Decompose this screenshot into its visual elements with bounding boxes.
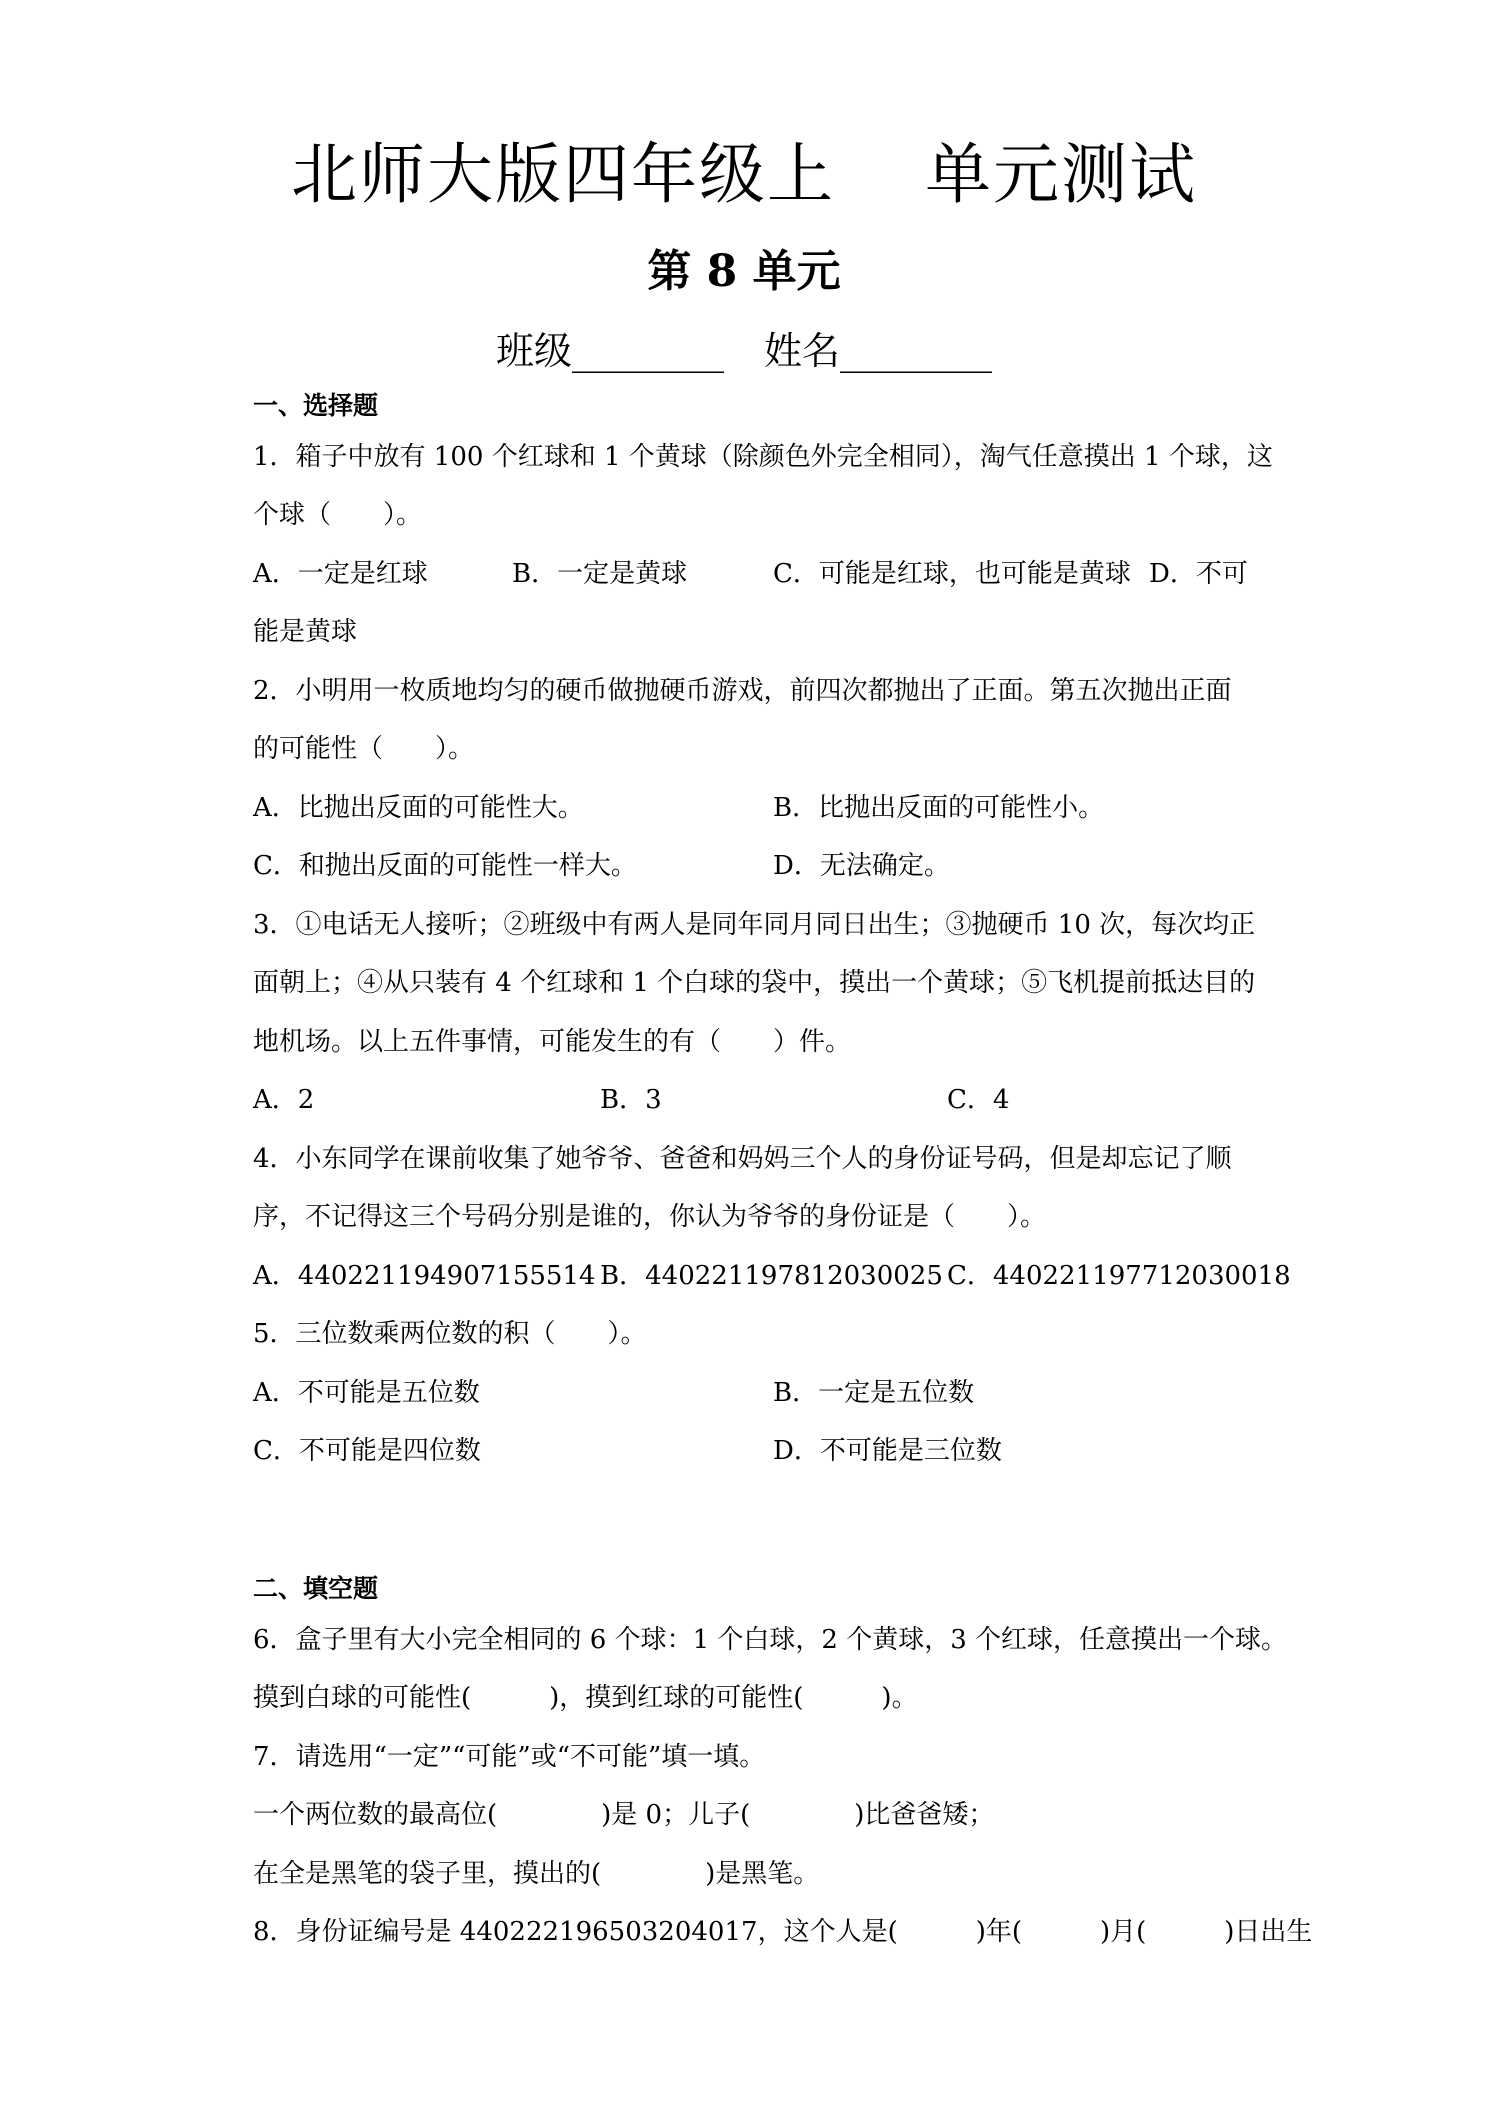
q3-line1: 3．①电话无人接听；②班级中有两人是同年同月同日出生；③抛硬币 10 次，每次均正 <box>253 910 1256 940</box>
q1-option-d: D．不可 <box>1149 559 1248 589</box>
q4-line1: 4．小东同学在课前收集了她爷爷、爸爸和妈妈三个人的身份证号码，但是却忘记了顺 <box>253 1144 1232 1174</box>
name-field: 姓名________ <box>764 329 993 373</box>
q5-option-d: D．不可能是三位数 <box>773 1436 1002 1466</box>
q1-option-b: B．一定是黄球 <box>512 559 688 589</box>
q7-line3: 在全是黑笔的袋子里，摸出的( )是黑笔。 <box>253 1859 820 1889</box>
student-fields <box>0 324 1488 378</box>
q3-option-b: B．3 <box>600 1085 662 1115</box>
q5-option-a: A．不可能是五位数 <box>253 1378 480 1408</box>
q3-option-a: A．2 <box>253 1085 315 1115</box>
q3-line2: 面朝上；④从只装有 4 个红球和 1 个白球的袋中，摸出一个黄球；⑤飞机提前抵达目的 <box>253 968 1256 998</box>
q8-line1: 8．身份证编号是 440222196503204017，这个人是( )年( )月( )日出生 <box>253 1917 1313 1947</box>
unit-heading: 第 8 单元 <box>647 246 841 297</box>
q2-line1: 2．小明用一枚质地均匀的硬币做抛硬币游戏，前四次都抛出了正面。第五次抛出正面 <box>253 676 1232 706</box>
q4-option-c: C．440221197712030018 <box>947 1261 1291 1291</box>
q1-line1: 1．箱子中放有 100 个红球和 1 个黄球（除颜色外完全相同），淘气任意摸出 1 个球，这 <box>253 442 1273 472</box>
q6-line1: 6．盒子里有大小完全相同的 6 个球：1 个白球，2 个黄球，3 个红球，任意摸出一个球。 <box>253 1625 1288 1655</box>
q1-option-c: C．可能是红球，也可能是黄球 <box>773 559 1131 589</box>
section-heading-choice: 一、选择题 <box>253 391 379 420</box>
q5-option-c: C．不可能是四位数 <box>253 1436 481 1466</box>
q7-line1: 7．请选用“一定”“可能”或“不可能”填一填。 <box>253 1742 766 1772</box>
q2-option-c: C．和抛出反面的可能性一样大。 <box>253 851 637 881</box>
q1-option-a: A．一定是红球 <box>253 559 428 589</box>
q2-option-b: B．比抛出反面的可能性小。 <box>773 793 1105 823</box>
page-title <box>0 130 1488 220</box>
q4-line2: 序，不记得这三个号码分别是谁的，你认为爷爷的身份证是（ ）。 <box>253 1202 1047 1232</box>
q2-line2: 的可能性（ ）。 <box>253 734 475 764</box>
q3-option-c: C．4 <box>947 1085 1010 1115</box>
q4-option-b: B．440221197812030025 <box>600 1261 943 1291</box>
section-heading-fill: 二、填空题 <box>253 1574 379 1603</box>
q5-option-b: B．一定是五位数 <box>773 1378 975 1408</box>
q1-option-d-cont: 能是黄球 <box>253 617 358 647</box>
class-field: 班级________ <box>495 329 724 373</box>
q6-line2: 摸到白球的可能性( )，摸到红球的可能性( )。 <box>253 1683 918 1713</box>
q4-option-a: A．440221194907155514 <box>253 1261 596 1291</box>
q2-option-a: A．比抛出反面的可能性大。 <box>253 793 584 823</box>
q5-line1: 5．三位数乘两位数的积（ ）。 <box>253 1319 647 1349</box>
q2-option-d: D．无法确定。 <box>773 851 950 881</box>
q7-line2: 一个两位数的最高位( )是 0；儿子( )比爸爸矮； <box>253 1800 995 1830</box>
q1-line2: 个球（ ）。 <box>253 500 423 530</box>
title-right: 单元测试 <box>925 136 1197 213</box>
q3-line3: 地机场。以上五件事情，可能发生的有（ ）件。 <box>253 1027 852 1057</box>
title-left: 北师大版四年级上 <box>291 136 835 213</box>
